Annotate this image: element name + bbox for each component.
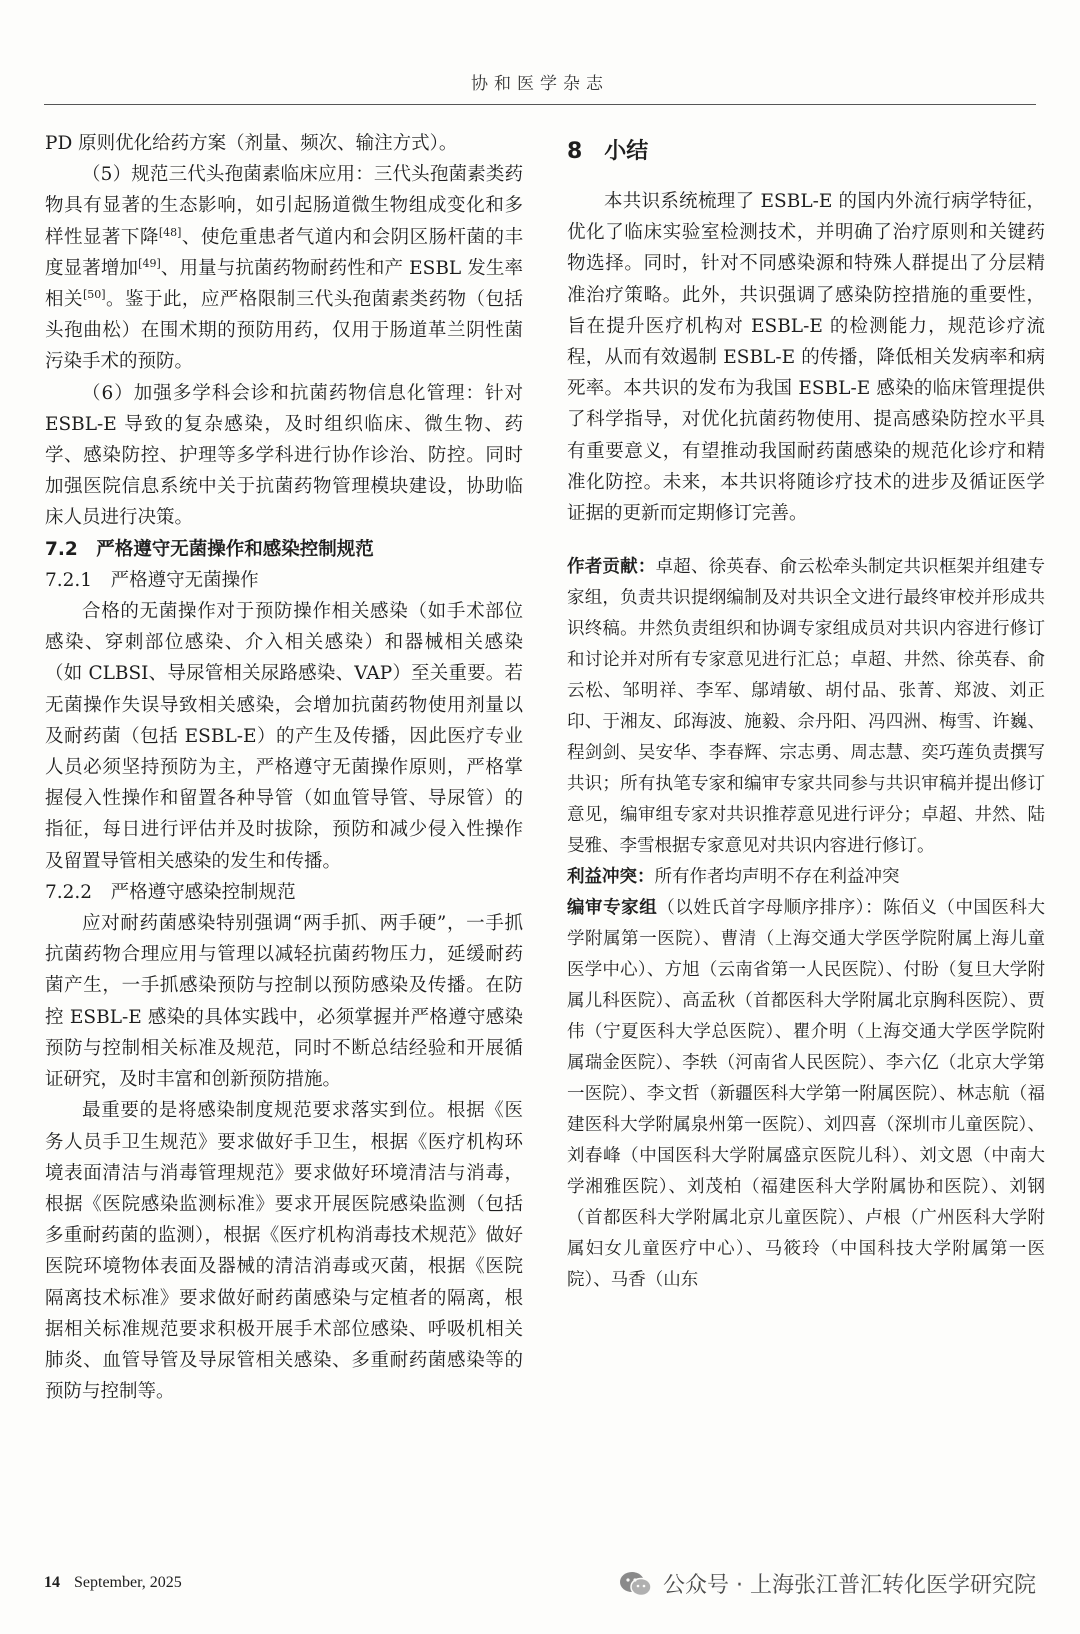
heading-7-2-2: 7.2.2 严格遵守感染控制规范 <box>45 881 296 903</box>
heading-section-8: 8 小结 <box>567 139 649 164</box>
contrib-label: 作者贡献： <box>567 556 656 577</box>
watermark-text: 公众号 · 上海张江普汇转化医学研究院 <box>663 1573 1036 1598</box>
credits-block <box>567 551 1045 1295</box>
paragraph-aseptic: 合格的无菌操作对于预防操作相关感染（如手术部位感染、穿刺部位感染、介入相关感染）和器械相关感染（如 CLBSI、导尿管相关尿路感染、VAP）至关重要。若无菌操作失误导致相关感染，会增加抗菌药物使用剂量以及耐药菌（包括 ESBL-E）的产生及传播，因此医疗专业人员必须坚持预防为主，严格遵守无菌操作原则，严格掌握侵入性操作和留置各种导管（如血管导管、导尿管）的指征，每日进行评估并及时拔除，预防和减少侵入性操作及留置导管相关感染的发生和传播。 <box>45 601 523 872</box>
author-contributions <box>567 551 1045 861</box>
review-label: 编审专家组 <box>567 897 658 918</box>
heading-7-2-1: 7.2.1 严格遵守无菌操作 <box>45 569 259 591</box>
paragraph-pd: PD 原则优化给药方案（剂量、频次、输注方式）。 <box>45 133 458 154</box>
conflict-of-interest <box>567 861 1045 892</box>
review-note: （以姓氏首字母顺序排序）： <box>657 897 884 918</box>
page-footer <box>44 1574 182 1592</box>
contrib-text: 卓超、徐英春、俞云松牵头制定共识框架并组建专家组，负责共识提纲编制及对共识全文进行最终审校并形成共识终稿。井然负责组织和协调专家组成员对共识内容进行修订和讨论并对所有专家意见进行汇总；卓超、井然、徐英春、俞云松、邹明祥、李军、鄔靖敏、胡付品、张菁、郑波、刘正印、于湘友、邱海波、施毅、佘丹阳、冯四洲、梅雪、许巍、程剑剑、吴安华、李春辉、宗志勇、周志慧、奕巧莲负责撰写共识；所有执笔专家和编审专家共同参与共识审稿并提出修订意见，编审组专家对共识推荐意见进行评分；卓超、井然、陆旻雅、李雪根据专家意见对共识内容进行修订。 <box>567 556 1046 856</box>
citation-49[interactable]: [49] <box>138 256 161 270</box>
review-text: 陈佰义（中国医科大学附属第一医院）、曹清（上海交通大学医学院附属上海儿童医学中心）、方旭（云南省第一人民医院）、付盼（复旦大学附属儿科医院）、高孟秋（首都医科大学附属北京胸科医院）、贾伟（宁夏医科大学总医院）、瞿介明（上海交通大学医学院附属瑞金医院）、李轶（河南省人民医院）、李六亿（北京大学第一医院）、李文哲（新疆医科大学第一附属医院）、林志航（福建医科大学附属泉州第一医院）、刘四喜（深圳市儿童医院）、刘春峰（中国医科大学附属盛京医院儿科）、刘文恩（中南大学湘雅医院）、刘茂柏（福建医科大学附属协和医院）、刘钢（首都医科大学附属北京儿童医院）、卢根（广州医科大学附属妇女儿童医疗中心）、马筱玲（中国科技大学附属第一医院）、马香（山东 <box>567 897 1046 1290</box>
paragraph-infection-control: 应对耐药菌感染特别强调“两手抓、两手硬”，一手抓抗菌药物合理应用与管理以减轻抗菌药物压力，延缓耐药菌产生，一手抓感染预防与控制以预防感染及传播。在防控 ESBL-E 感染的具体实践中，必须掌握并严格遵守感染预防与控制相关标准及规范，同时不断总结经验和开展循证研究，及时丰富和创新预防措施。 <box>45 913 523 1091</box>
paragraph-mdt: （6）加强多学科会诊和抗菌药物信息化管理：针对 ESBL-E 导致的复杂感染，及时组织临床、微生物、药学、感染防控、护理等多学科进行协作诊治、防控。同时加强医院信息系统中关于抗菌药物管理模块建设，协助临床人员进行决策。 <box>45 382 523 529</box>
review-experts <box>567 892 1045 1295</box>
journal-header <box>44 64 1036 105</box>
paragraph-cephalosporin: （5）规范三代头孢菌素临床应用：三代头孢菌素类药物具有显著的生态影响，如引起肠道微生物组成变化和多样性显著下降[48]、使危重患者气道内和会阴区肠杆菌的丰度显著增加[49]、用量与抗菌药物耐药性和产 ESBL 发生率相关[50]。鉴于此，应严格限制三代头孢菌素类药物（包括头孢曲松）在围术期的预防用药，仅用于肠道革兰阴性菌污染手术的预防。 <box>45 164 523 373</box>
right-column <box>567 128 1045 1295</box>
journal-title: 协和医学杂志 <box>471 74 609 94</box>
citation-48[interactable]: [48] <box>158 225 182 239</box>
wechat-icon <box>619 1570 653 1598</box>
coi-text: 所有作者均声明不存在利益冲突 <box>654 866 900 887</box>
page-number: 14 <box>44 1574 60 1591</box>
watermark <box>619 1568 1036 1599</box>
paragraph-regulations: 最重要的是将感染制度规范要求落实到位。根据《医务人员手卫生规范》要求做好手卫生，根据《医疗机构环境表面清洁与消毒管理规范》要求做好环境清洁与消毒，根据《医院感染监测标准》要求开展医院感染监测（包括多重耐药菌的监测），根据《医疗机构消毒技术规范》做好医院环境物体表面及器械的清洁消毒或灭菌，根据《医院隔离技术标准》要求做好耐药菌感染与定植者的隔离，根据相关标准规范要求积极开展手术部位感染、呼吸机相关肺炎、血管导管及导尿管相关感染、多重耐药菌感染等的预防与控制等。 <box>45 1100 523 1403</box>
coi-label: 利益冲突： <box>567 866 655 887</box>
heading-7-2: 7.2 严格遵守无菌操作和感染控制规范 <box>45 538 374 560</box>
paragraph-summary: 本共识系统梳理了 ESBL-E 的国内外流行病学特征，优化了临床实验室检测技术，并明确了治疗原则和关键药物选择。同时，针对不同感染源和特殊人群提出了分层精准治疗策略。此外，共识强调了感染防控措施的重要性，旨在提升医疗机构对 ESBL-E 的检测能力，规范诊疗流程，从而有效遏制 ESBL-E 的传播，降低相关发病率和病死率。本共识的发布为我国 ESBL-E 感染的临床管理提供了科学指导，对优化抗菌药物使用、提高感染防控水平具有重要意义，有望推动我国耐药菌感染的规范化诊疗和精准化防控。未来，本共识将随诊疗技术的进步及循证医学证据的更新而定期修订完善。 <box>567 191 1045 525</box>
citation-50[interactable]: [50] <box>82 287 106 301</box>
issue-date: September, 2025 <box>74 1574 182 1591</box>
left-column <box>45 128 523 1407</box>
